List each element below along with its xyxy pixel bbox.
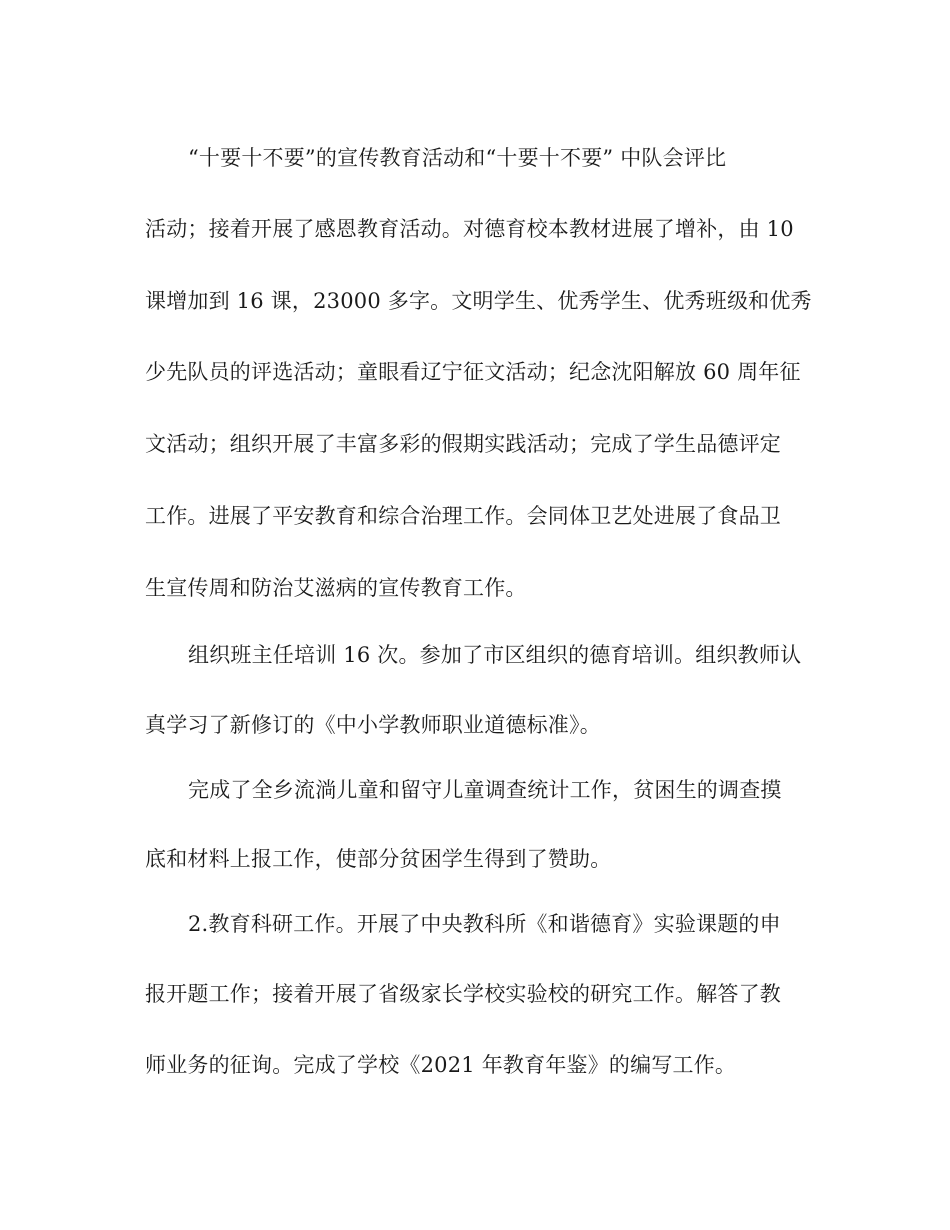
paragraph-line: 活动；接着开展了感恩教育活动。对德育校本教材进展了增补，由 10 <box>145 217 794 241</box>
paragraph-line: 真学习了新修订的《中小学教师职业道德标准》。 <box>145 713 601 737</box>
paragraph-line: 文活动；组织开展了丰富多彩的假期实践活动；完成了学生品德评定 <box>145 432 781 456</box>
paragraph-line: 课增加到 16 课，23000 多字。文明学生、优秀学生、优秀班级和优秀 <box>145 289 812 313</box>
paragraph-line: 组织班主任培训 16 次。参加了市区组织的德育培训。组织教师认 <box>188 643 802 667</box>
paragraph-line: 底和材料上报工作，使部分贫困学生得到了赞助。 <box>145 847 612 871</box>
paragraph-line: 完成了全乡流淌儿童和留守儿童调查统计工作，贫困生的调查摸 <box>188 778 782 802</box>
paragraph-line: 报开题工作；接着开展了省级家长学校实验校的研究工作。解答了教 <box>145 982 781 1006</box>
paragraph-line: 2.教育科研工作。开展了中央教科所《和谐德育》实验课题的申 <box>188 912 781 936</box>
paragraph-line: 师业务的征询。完成了学校《2021 年教育年鉴》的编写工作。 <box>145 1053 737 1077</box>
paragraph-line: “十要十不要”的宣传教育活动和“十要十不要” 中队会评比 <box>188 146 727 170</box>
paragraph-line: 生宣传周和防治艾滋病的宣传教育工作。 <box>145 576 527 600</box>
paragraph-line: 少先队员的评选活动；童眼看辽宁征文活动；纪念沈阳解放 60 周年征 <box>145 360 801 384</box>
paragraph-line: 工作。进展了平安教育和综合治理工作。会同体卫艺处进展了食品卫 <box>145 504 781 528</box>
